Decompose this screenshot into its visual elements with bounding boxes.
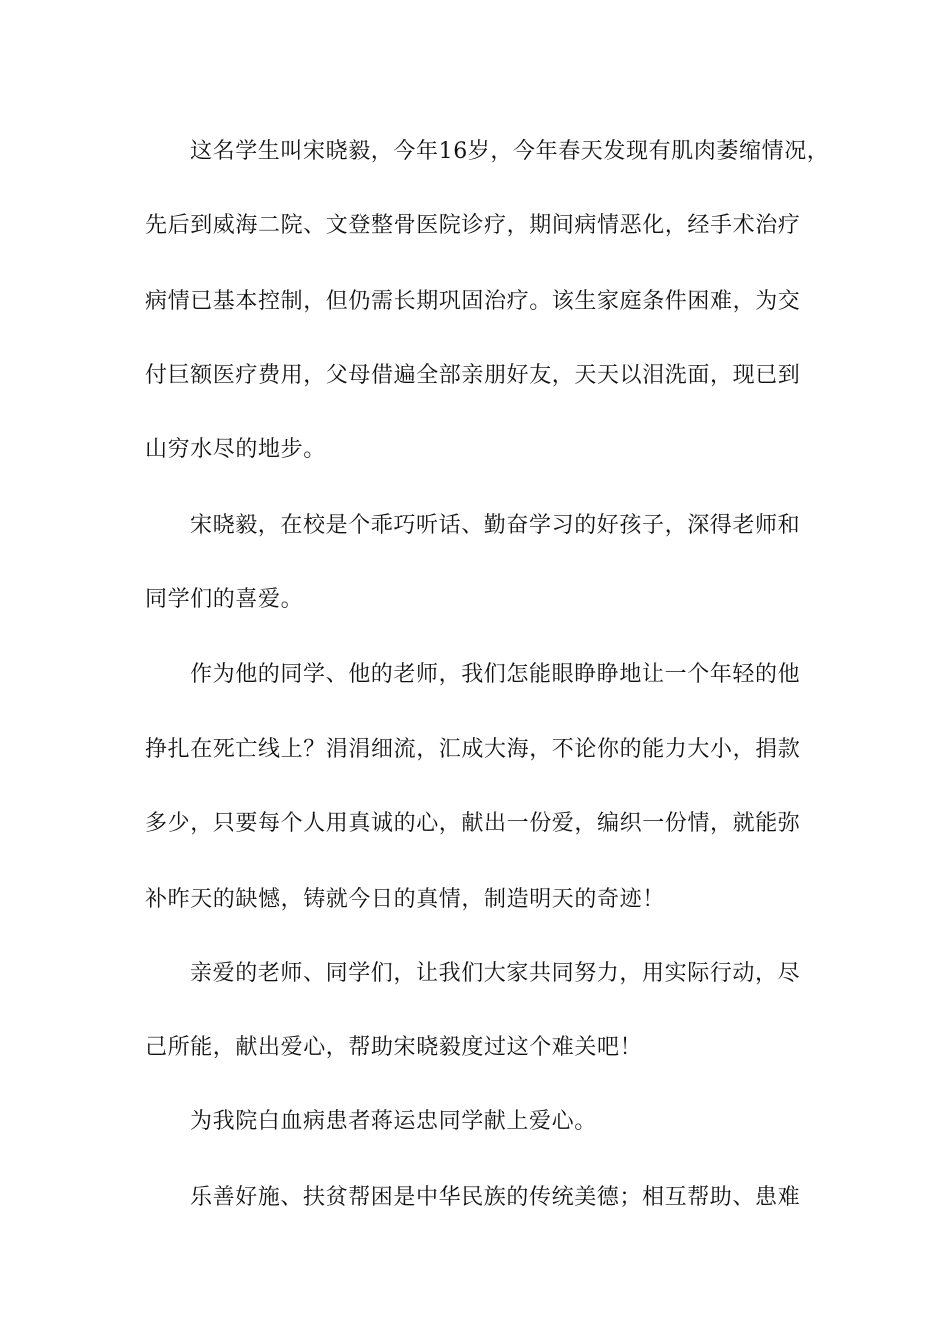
text-line: 病情已基本控制，但仍需长期巩固治疗。该生家庭条件困难，为交	[145, 289, 801, 314]
text-line: 山穷水尽的地步。	[145, 437, 326, 462]
text-line: 作为他的同学、他的老师，我们怎能眼睁睁地让一个年轻的他	[190, 662, 801, 687]
text-line: 付巨额医疗费用，父母借遍全部亲朋好友，天天以泪洗面，现已到	[145, 363, 801, 388]
text-line: 宋晓毅，在校是个乖巧听话、勤奋学习的好孩子，深得老师和	[190, 513, 801, 538]
text-line: 补昨天的缺憾，铸就今日的真情，制造明天的奇迹！	[145, 887, 665, 912]
text-line: 同学们的喜爱。	[145, 587, 304, 612]
text-line: 多少，只要每个人用真诚的心，献出一份爱，编织一份情，就能弥	[145, 811, 801, 836]
text-line: 这名学生叫宋晓毅，今年16岁，今年春天发现有肌肉萎缩情况，	[190, 139, 830, 164]
text-line: 乐善好施、扶贫帮困是中华民族的传统美德；相互帮助、患难	[190, 1185, 801, 1210]
text-line: 己所能，献出爱心，帮助宋晓毅度过这个难关吧！	[145, 1035, 643, 1060]
text-line: 挣扎在死亡线上？涓涓细流，汇成大海，不论你的能力大小，捐款	[145, 737, 801, 762]
text-line: 亲爱的老师、同学们，让我们大家共同努力，用实际行动，尽	[190, 961, 801, 986]
text-line: 先后到威海二院、文登整骨医院诊疗，期间病情恶化，经手术治疗	[145, 213, 801, 238]
text-line: 为我院白血病患者蒋运忠同学献上爱心。	[190, 1109, 597, 1134]
